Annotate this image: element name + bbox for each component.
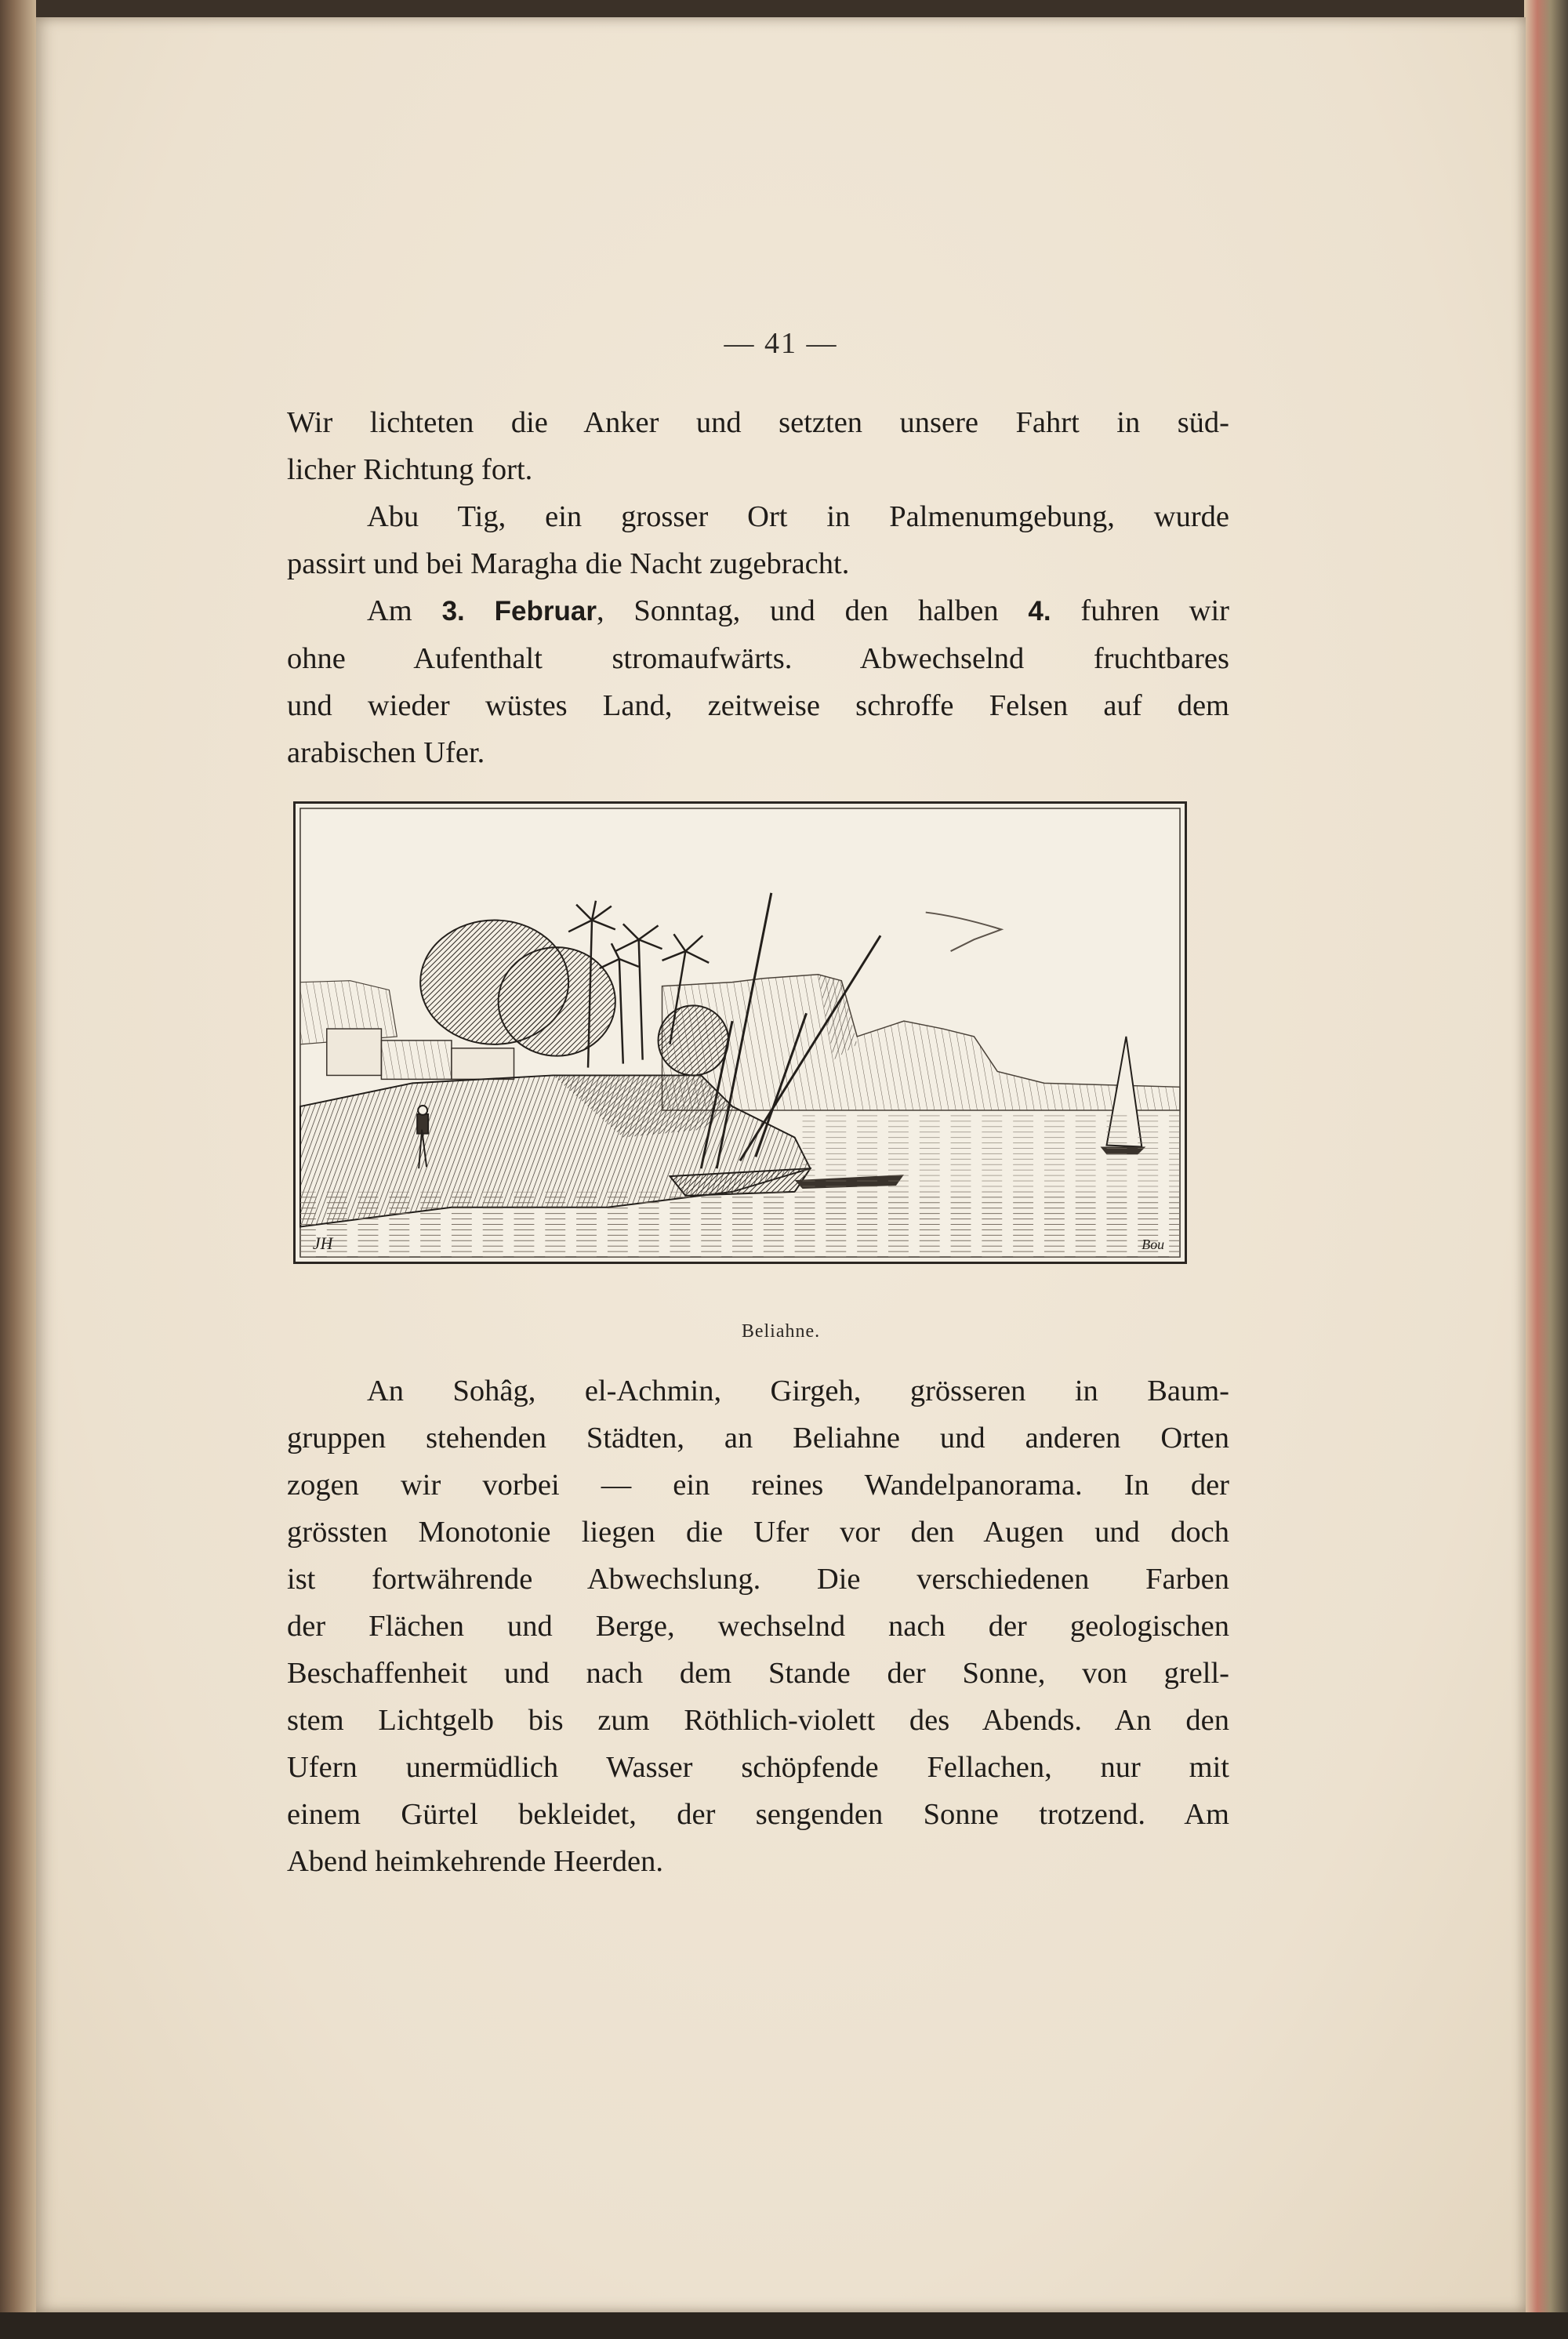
signature-right: Bou — [1142, 1237, 1165, 1253]
village-house — [327, 1029, 382, 1075]
text-block-bottom — [287, 1367, 1229, 1885]
paragraph-2 — [287, 493, 1229, 587]
text-line: Abu Tig, ein grosser Ort in Palmenumgebung, wurde — [367, 500, 1229, 533]
paragraph-3 — [287, 587, 1229, 776]
text-line: Ufern unermüdlich Wasser schöpfende Fellachen, nur mit — [287, 1751, 1229, 1784]
text-line: An Sohâg, el-Achmin, Girgeh, grösseren in Baum- — [367, 1375, 1229, 1407]
text-fragment: fuhren wir — [1051, 594, 1229, 627]
paragraph-1 — [287, 399, 1229, 493]
date-bold: 3. Februar — [441, 596, 597, 627]
text-line: Wir lichteten die Anker und setzten unsere Fahrt in süd- — [287, 406, 1229, 439]
page-number: — 41 — — [724, 327, 838, 360]
text-line: licher Richtung fort. — [287, 453, 533, 486]
text-line: Beschaffenheit und nach dem Stande der Sonne, von grell- — [287, 1657, 1229, 1690]
walking-figure-head — [418, 1106, 427, 1115]
text-fragment: , Sonntag, und den halben — [596, 594, 1029, 627]
text-line: stem Lichtgelb bis zum Röthlich-violett des Abends. An den — [287, 1704, 1229, 1737]
book-binding-left — [0, 0, 36, 2339]
river-water-far — [803, 1114, 1180, 1192]
figure-caption: Beliahne. — [741, 1321, 821, 1342]
text-block-top — [287, 399, 1229, 776]
text-line: passirt und bei Maragha die Nacht zugebracht. — [287, 547, 850, 580]
book-page — [36, 17, 1526, 2312]
day-bold: 4. — [1028, 596, 1051, 627]
book-edge-bottom — [0, 2312, 1568, 2339]
paragraph-4 — [287, 1367, 1229, 1885]
text-fragment: Am — [367, 594, 442, 627]
text-line: ist fortwährende Abwechslung. Die verschiedenen Farben — [287, 1563, 1229, 1596]
tree-cluster — [659, 1005, 729, 1075]
signature-left: JH — [312, 1234, 333, 1254]
text-line: arabischen Ufer. — [287, 736, 485, 769]
book-edge-right — [1524, 0, 1568, 2339]
text-line: grössten Monotonie liegen die Ufer vor den Augen und doch — [287, 1516, 1229, 1549]
river-water — [300, 1192, 1180, 1257]
text-line: gruppen stehenden Städten, an Beliahne und anderen Orten — [287, 1422, 1229, 1455]
village-wall — [452, 1048, 514, 1080]
text-line: einem Gürtel bekleidet, der sengenden Sonne trotzend. Am — [287, 1798, 1229, 1831]
village-house — [381, 1041, 452, 1079]
text-line: ohne Aufenthalt stromaufwärts. Abwechselnd fruchtbares — [287, 642, 1229, 675]
text-line — [287, 587, 1229, 635]
text-line: und wieder wüstes Land, zeitweise schroffe Felsen auf dem — [287, 689, 1229, 722]
landscape-engraving — [296, 804, 1185, 1262]
engraving-illustration — [293, 801, 1187, 1264]
tree-cluster — [499, 947, 615, 1056]
text-line: der Flächen und Berge, wechselnd nach der geologischen — [287, 1610, 1229, 1643]
text-line: Abend heimkehrende Heerden. — [287, 1845, 663, 1878]
text-line: zogen wir vorbei — ein reines Wandelpanorama. In der — [287, 1469, 1229, 1502]
